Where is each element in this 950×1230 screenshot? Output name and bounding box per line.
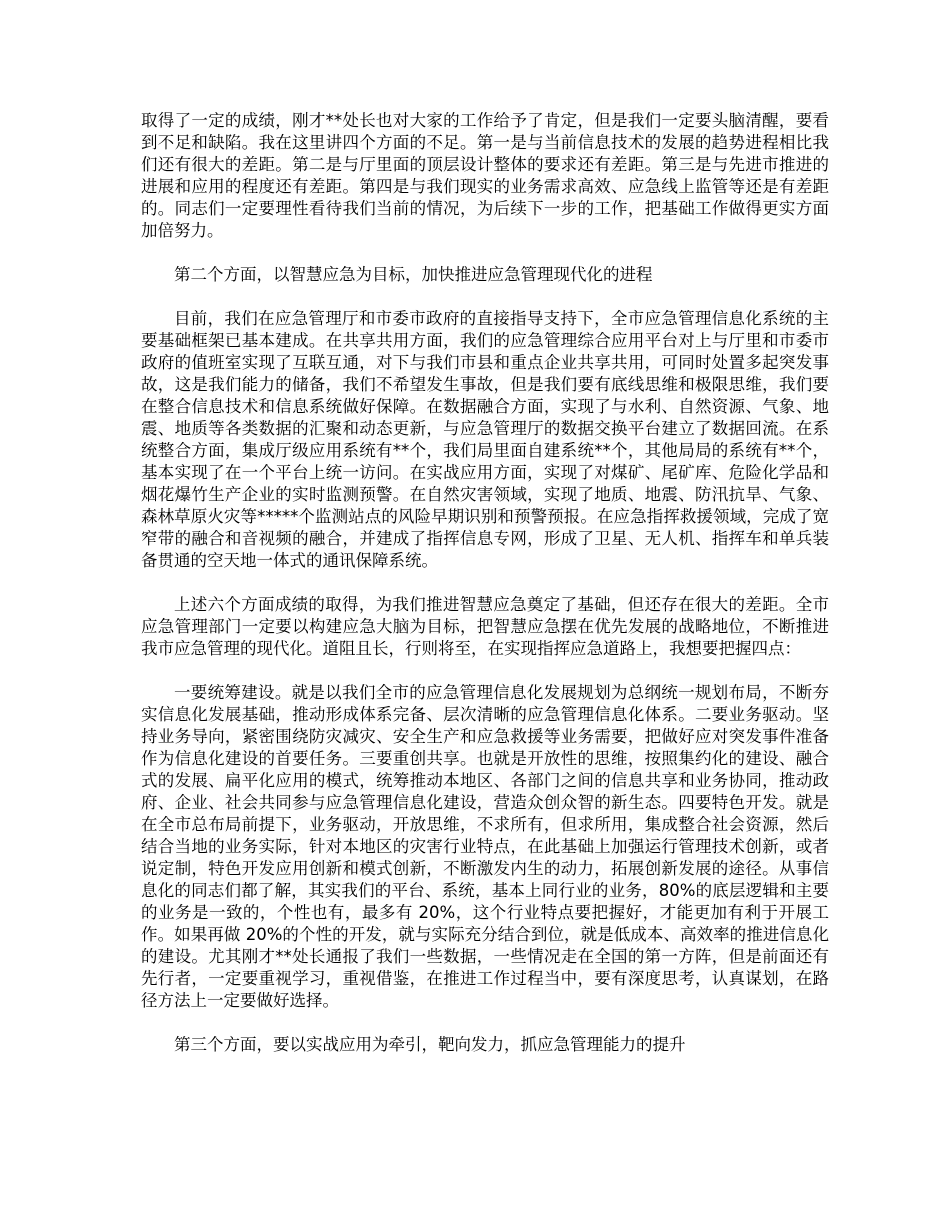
paragraph-achievements: 目前，我们在应急管理厅和市委市政府的直接指导支持下，全市应急管理信息化系统的主要基础框架已基本建成。在共享共用方面，我们的应急管理综合应用平台对上与厅里和市委市政府的值班室实现了互联互通，对下与我们市县和重点企业共享共用，可同时处置多起突发事故，这是我们能力的储备，我们不希望发生事故，但是我们要有底线思维和极限思维，我们要在整合信息技术和信息系统做好保障。在数据融合方面，实现了与水利、自然资源、气象、地震、地质等各类数据的汇聚和动态更新，与应急管理厅的数据交换平台建立了数据回流。在系统整合方面，集成厅级应用系统有**个，我们局里面自建系统**个，其他局局的系统有**个，基本实现了在一个平台上统一访问。在实战应用方面，实现了对煤矿、尾矿库、危险化学品和烟花爆竹生产企业的实时监测预警。在自然灾害领域，实现了地质、地震、防汛抗旱、气象、森林草原火灾等*****个监测站点的风险早期识别和预警预报。在应急指挥救援领域，完成了宽窄带的融合和音视频的融合，并建成了指挥信息专网，形成了卫星、无人机、指挥车和单兵装备贯通的空天地一体式的通讯保障系统。	[141, 309, 829, 570]
paragraph-shortcomings: 取得了一定的成绩，刚才**处长也对大家的工作给予了肯定，但是我们一定要头脑清醒，要看到不足和缺陷。我在这里讲四个方面的不足。第一是与当前信息技术的发展的趋势进程相比我们还有很大的差距。第二是与厅里面的顶层设计整体的要求还有差距。第三是与先进市推进的进展和应用的程度还有差距。第四是与我们现实的业务需求高效、应急线上监管等还是有差距的。同志们一定要理性看待我们当前的情况，为后续下一步的工作，把基础工作做得更实方面加倍努力。	[141, 111, 829, 240]
section-heading-2: 第二个方面，以智慧应急为目标，加快推进应急管理现代化的进程	[174, 265, 653, 284]
section-heading-3: 第三个方面，要以实战应用为牵引，靶向发力，抓应急管理能力的提升	[174, 1035, 686, 1054]
paragraph-summary: 上述六个方面成绩的取得，为我们推进智慧应急奠定了基础，但还存在很大的差距。全市应急管理部门一定要以构建应急大脑为目标，把智慧应急摆在优先发展的战略地位，不断推进我市应急管理的现代化。道阻且长，行则将至，在实现指挥应急道路上，我想要把握四点：	[141, 595, 829, 658]
paragraph-four-points: 一要统筹建设。就是以我们全市的应急管理信息化发展规划为总纲统一规划布局，不断夯实信息化发展基础，推动形成体系完备、层次清晰的应急管理信息化体系。二要业务驱动。坚持业务导向，紧密围绕防灾减灾、安全生产和应急救援等业务需要，把做好应对突发事件准备作为信息化建设的首要任务。三要重创共享。也就是开放性的思维，按照集约化的建设、融合式的发展、扁平化应用的模式，统筹推动本地区、各部门之间的信息共享和业务协同，推动政府、企业、社会共同参与应急管理信息化建设，营造众创众智的新生态。四要特色开发。就是在全市总布局前提下，业务驱动，开放思维，不求所有，但求所用，集成整合社会资源，然后结合当地的业务实际，针对本地区的灾害行业特点，在此基础上加强运行管理技术创新，或者说定制，特色开发应用创新和模式创新，不断激发内生的动力，拓展创新发展的途径。从事信息化的同志们都了解，其实我们的平台、系统，基本上同行业的业务，80%的底层逻辑和主要的业务是一致的，个性也有，最多有 20%，这个行业特点要把握好，才能更加有利于开展工作。如果再做 20%的个性的开发，就与实际充分结合到位，就是低成本、高效率的推进信息化的建设。尤其刚才**处长通报了我们一些数据，一些情况走在全国的第一方阵，但是前面还有先行者，一定要重视学习，重视借鉴，在推进工作过程当中，要有深度思考，认真谋划，在路径方法上一定要做好选择。	[141, 683, 829, 1010]
document-page	[141, 110, 829, 1078]
